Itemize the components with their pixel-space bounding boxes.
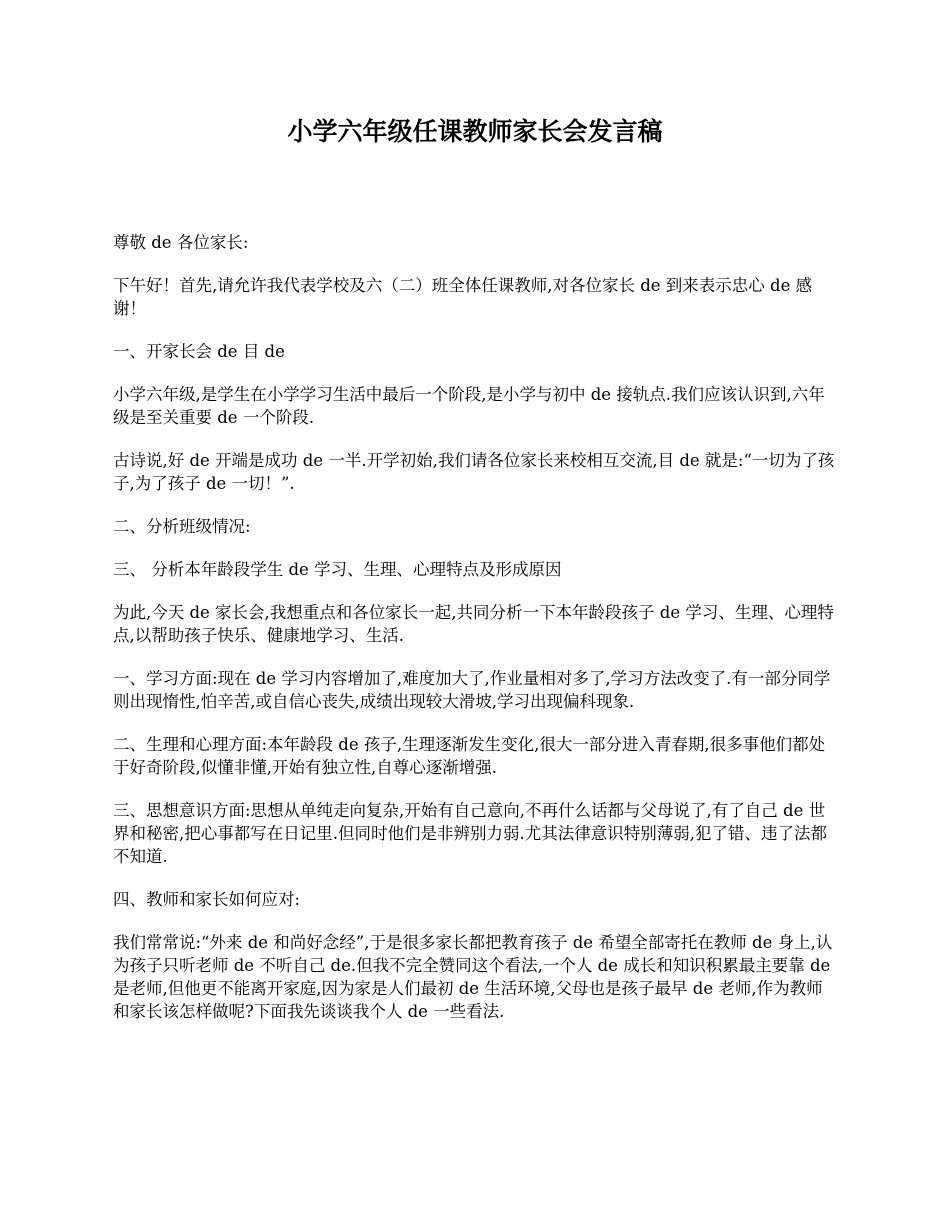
paragraph-thinking-aspect: 三、思想意识方面:思想从单纯走向复杂,开始有自己意向,不再什么话都与父母说了,有了自己 de 世界和秘密,把心事都写在日记里.但同时他们是非辨别力弱.尤其法律意识特别薄弱,犯了错、违了法都不知道. bbox=[113, 801, 827, 866]
paragraph-greeting: 下午好！首先,请允许我代表学校及六（二）班全体任课教师,对各位家长 de 到来表示忠心 de 感谢！ bbox=[113, 276, 813, 318]
section-heading-class-analysis: 二、分析班级情况: bbox=[113, 517, 251, 536]
paragraph-grade-six-stage: 小学六年级,是学生在小学学习生活中最后一个阶段,是小学与初中 de 接轨点.我们应该认识到,六年级是至关重要 de 一个阶段. bbox=[113, 385, 825, 427]
section-heading-age-characteristics: 三、 分析本年龄段学生 de 学习、生理、心理特点及形成原因 bbox=[113, 560, 562, 579]
paragraph-meeting-focus: 为此,今天 de 家长会,我想重点和各位家长一起,共同分析一下本年龄段孩子 de 学习、生理、心理特点,以帮助孩子快乐、健康地学习、生活. bbox=[113, 603, 834, 645]
paragraph-salutation: 尊敬 de 各位家长: bbox=[113, 233, 249, 252]
paragraph-teacher-parent-roles: 我们常常说:“外来 de 和尚好念经”,于是很多家长都把教育孩子 de 希望全部寄托在教师 de 身上,认为孩子只听老师 de 不听自己 de.但我不完全赞同这个看法,一个人 de 成长和知识积累最主要靠 de 是老师,但他更不能离开家庭,因为家是人们最初 de 生活环境,父母也是孩子最早 de 老师,作为教师和家长该怎样做呢?下面我先谈谈我个人 de 一些看法. bbox=[113, 933, 833, 1021]
paragraph-study-aspect: 一、学习方面:现在 de 学习内容增加了,难度加大了,作业量相对多了,学习方法改变了.有一部分同学则出现惰性,怕辛苦,或自信心丧失,成绩出现较大滑坡,学习出现偏科现象. bbox=[113, 669, 831, 711]
section-heading-purpose: 一、开家长会 de 目 de bbox=[113, 342, 285, 361]
paragraph-good-start: 古诗说,好 de 开端是成功 de 一半.开学初始,我们请各位家长来校相互交流,目 de 就是:“一切为了孩子,为了孩子 de 一切！”. bbox=[113, 451, 835, 493]
section-heading-response: 四、教师和家长如何应对: bbox=[113, 890, 301, 909]
document-title: 小学六年级任课教师家长会发言稿 bbox=[287, 117, 663, 146]
document-body bbox=[113, 231, 837, 1023]
paragraph-physio-psych-aspect: 二、生理和心理方面:本年龄段 de 孩子,生理逐渐发生变化,很大一部分进入青春期,很多事他们都处于好奇阶段,似懂非懂,开始有独立性,自尊心逐渐增强. bbox=[113, 735, 826, 777]
